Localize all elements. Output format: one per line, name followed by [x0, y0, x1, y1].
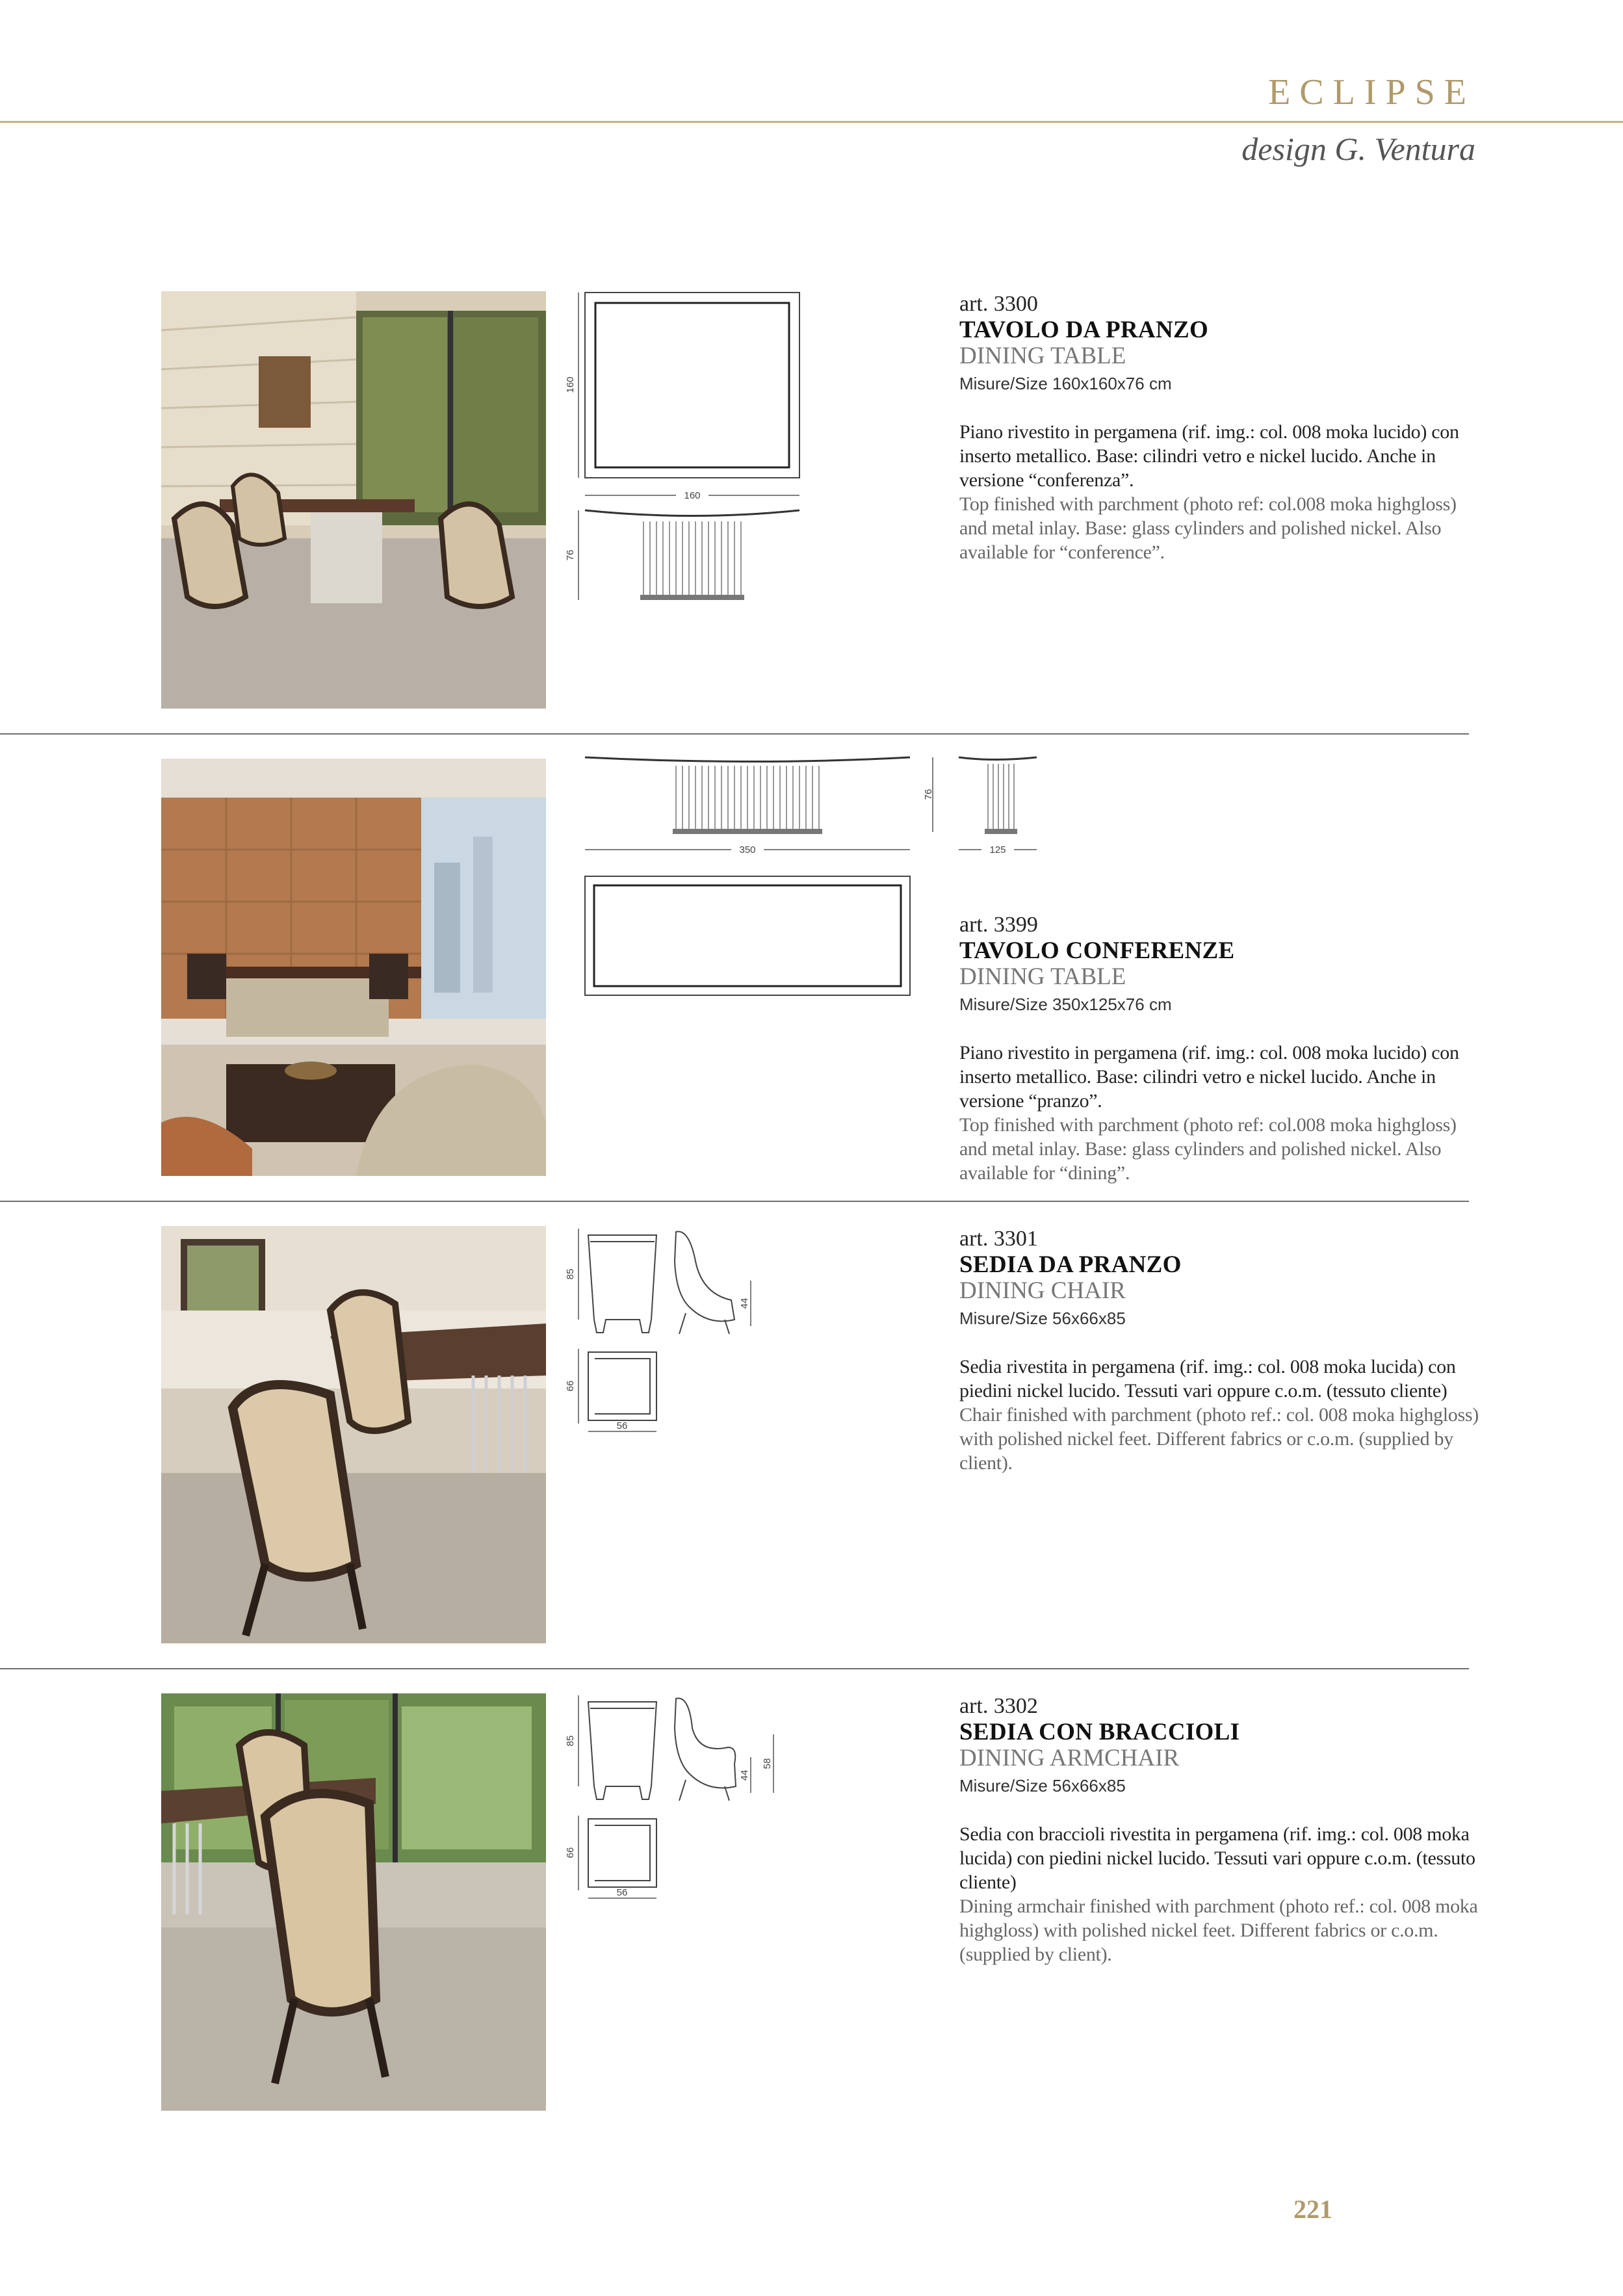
article-number: art. 3300 [959, 292, 1038, 316]
product-photo-3302 [161, 1693, 546, 2111]
product-info-3399 [959, 912, 1479, 1185]
page-number: 221 [1293, 2195, 1332, 2224]
dim-height-3301: 85 [565, 1268, 576, 1280]
description-it: Piano rivestito in pergamena (rif. img.: col. 008 moka lucido) con inserto metallico. Base: cilindri vetro e nickel lucido. Anche in versione “conferenza”. [959, 421, 1459, 491]
drawing-3302 [559, 1689, 806, 1926]
section-divider [0, 733, 1469, 735]
product-info-3300 [959, 291, 1479, 564]
product-title-en: DINING CHAIR [959, 1277, 1126, 1304]
dim-seat-3301: 44 [739, 1298, 750, 1309]
dim-armrest-3302: 58 [762, 1758, 773, 1769]
product-size: Misure/Size 56x66x85 [959, 1309, 1126, 1328]
description-it: Piano rivestito in pergamena (rif. img.: col. 008 moka lucido) con inserto metallico. Base: cilindri vetro e nickel lucido. Anche in versione “pranzo”. [959, 1042, 1459, 1112]
product-info-3301 [959, 1226, 1479, 1475]
dim-depth-3399: 125 [989, 844, 1006, 855]
dim-width-3301: 56 [616, 1420, 628, 1431]
article-number: art. 3301 [959, 1227, 1038, 1251]
dim-width-3300: 160 [684, 490, 701, 501]
dim-depth-3302: 66 [565, 1847, 576, 1859]
product-title-en: DINING TABLE [959, 963, 1126, 990]
product-size: Misure/Size 56x66x85 [959, 1776, 1126, 1795]
product-title-en: DINING TABLE [959, 343, 1126, 369]
product-size: Misure/Size 160x160x76 cm [959, 374, 1172, 393]
description-en: Dining armchair finished with parchment (photo ref.: col. 008 moka highgloss) with polished nickel feet. Different fabrics or c.o.m. (supplied by client). [959, 1896, 1478, 1965]
dim-height-3399: 76 [923, 789, 934, 800]
description-it: Sedia con braccioli rivestita in pergamena (rif. img.: col. 008 moka lucida) con piedini nickel lucido. Tessuti vari oppure c.o.m. (tessuto cliente) [959, 1823, 1475, 1893]
dim-depth-3300: 160 [565, 376, 576, 393]
designer-credit: design G. Ventura [1241, 131, 1475, 167]
drawing-3301 [559, 1222, 806, 1459]
product-title-it: SEDIA DA PRANZO [959, 1251, 1182, 1278]
product-photo-3301 [161, 1226, 546, 1643]
product-title-it: TAVOLO DA PRANZO [959, 317, 1209, 343]
description-en: Top finished with parchment (photo ref: col.008 moka highgloss) and metal inlay. Base: glass cylinders and polished nickel. Also available for “dining”. [959, 1114, 1457, 1184]
section-divider [0, 1201, 1469, 1202]
section-divider [0, 1668, 1469, 1669]
dim-length-3399: 350 [739, 844, 756, 855]
dim-height-3300: 76 [565, 549, 576, 561]
description-en: Top finished with parchment (photo ref: col.008 moka highgloss) and metal inlay. Base: glass cylinders and polished nickel. Also available for “conference”. [959, 493, 1457, 563]
dim-depth-3301: 66 [565, 1380, 576, 1392]
product-photo-3300 [161, 291, 546, 709]
product-title-it: SEDIA CON BRACCIOLI [959, 1719, 1240, 1745]
brand-title: ECLIPSE [1268, 72, 1475, 112]
description-en: Chair finished with parchment (photo ref.: col. 008 moka highgloss) with polished nickel feet. Different fabrics or c.o.m. (supplied by client). [959, 1404, 1479, 1474]
description-it: Sedia rivestita in pergamena (rif. img.: col. 008 moka lucida) con piedini nickel lucido. Tessuti vari oppure c.o.m. (tessuto cliente) [959, 1356, 1456, 1402]
dim-height-3302: 85 [565, 1735, 576, 1747]
dim-seat-3302: 44 [739, 1769, 750, 1781]
product-size: Misure/Size 350x125x76 cm [959, 995, 1172, 1014]
product-title-it: TAVOLO CONFERENZE [959, 937, 1235, 964]
drawing-3300 [559, 286, 845, 614]
product-photo-3399 [161, 759, 546, 1176]
product-title-en: DINING ARMCHAIR [959, 1745, 1180, 1771]
header-rule [0, 121, 1623, 123]
product-info-3302 [959, 1693, 1479, 1966]
dim-width-3302: 56 [616, 1887, 628, 1898]
article-number: art. 3302 [959, 1694, 1038, 1718]
article-number: art. 3399 [959, 913, 1038, 937]
